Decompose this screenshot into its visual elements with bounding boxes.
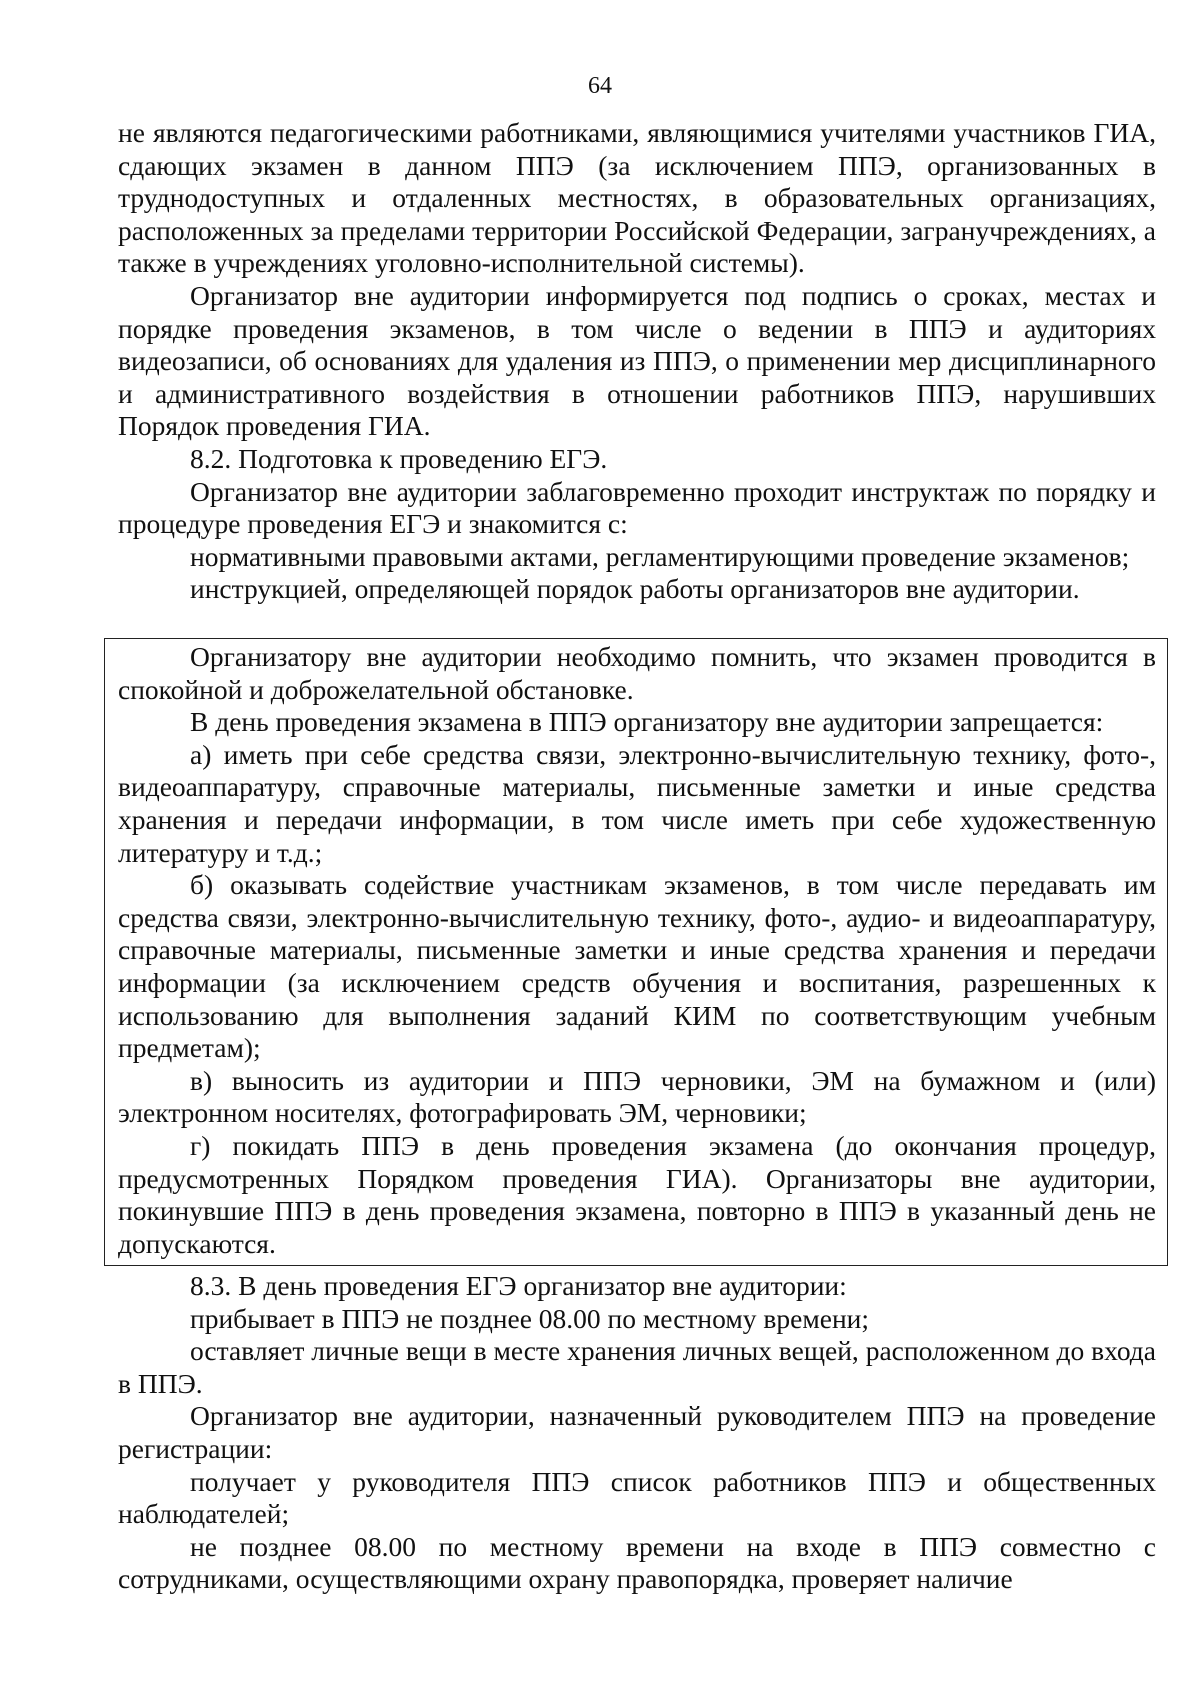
list-item-normative-acts: нормативными правовыми актами, регламентирующими проведение экзаменов; (190, 540, 1130, 572)
section-heading-8-3: 8.3. В день проведения ЕГЭ организатор вне аудитории: (190, 1270, 847, 1301)
notice-item-b: б) оказывать содействие участникам экзаменов, в том числе передавать им средства связи, электронно-вычислительную технику, фото-, аудио- и видеоаппаратуру, справочные материалы, письменные заметки и иные средства хранения и передачи информации (за исключением средств обучения и воспитания, разрешенных к использованию для выполнения заданий КИМ по соответствующим учебным предметам); (118, 869, 1156, 1064)
top-section (118, 117, 1156, 606)
notice-box-content (118, 641, 1156, 1260)
list-item-checks: не позднее 08.00 по местному времени на входе в ППЭ совместно с сотрудниками, осуществляющими охрану правопорядка, проверяет наличие (118, 1530, 1156, 1595)
notice-paragraph-prohibited: В день проведения экзамена в ППЭ организатору вне аудитории запрещается: (190, 706, 1104, 738)
notice-item-a: а) иметь при себе средства связи, электронно-вычислительную технику, фото-, видеоаппаратуру, справочные материалы, письменные заметки и иные средства хранения и передачи информации, в том числе иметь при себе художественную литературу и т.д.; (118, 738, 1156, 868)
list-item-personal-items: оставляет личные вещи в месте хранения личных вещей, расположенном до входа в ППЭ. (118, 1335, 1156, 1399)
notice-item-v: в) выносить из аудитории и ППЭ черновики, ЭМ на бумажном и (или) электронном носителях, фотографировать ЭМ, черновики; (118, 1064, 1156, 1129)
list-item-instructions: инструкцией, определяющей порядок работы организаторов вне аудитории. (190, 573, 1080, 605)
notice-paragraph-calm: Организатору вне аудитории необходимо помнить, что экзамен проводится в спокойной и доброжелательной обстановке. (118, 641, 1156, 705)
paragraph-continuation: не являются педагогическими работниками, являющимися учителями участников ГИА, сдающих экзамен в данном ППЭ (за исключением ППЭ, организованных в труднодоступных и отдаленных местностях, в образовательных организациях, расположенных за пределами территории Российской Федерации, загранучреждениях, а также в учреждениях уголовно-исполнительной системы). (118, 117, 1156, 279)
paragraph-registration-organizer: Организатор вне аудитории, назначенный руководителем ППЭ на проведение регистрации: (118, 1400, 1156, 1464)
list-item-receives-list: получает у руководителя ППЭ список работников ППЭ и общественных наблюдателей; (118, 1465, 1156, 1530)
bottom-section (118, 1270, 1156, 1596)
paragraph-instruction: Организатор вне аудитории заблаговременно проходит инструктаж по порядку и процедуре проведения ЕГЭ и знакомится с: (118, 475, 1156, 540)
section-heading-8-2: 8.2. Подготовка к проведению ЕГЭ. (190, 442, 608, 474)
list-item-arrives: прибывает в ППЭ не позднее 08.00 по местному времени; (190, 1302, 870, 1334)
notice-item-g: г) покидать ППЭ в день проведения экзамена (до окончания процедур, предусмотренных Порядком проведения ГИА). Организаторы вне аудитории, покинувшие ППЭ в день проведения экзамена, повторно в ППЭ в указанный день не допускаются. (118, 1129, 1156, 1259)
page-number: 64 (588, 73, 612, 99)
paragraph-organizer-informed: Организатор вне аудитории информируется под подпись о сроках, местах и порядке проведения экзаменов, в том числе о ведении в ППЭ и аудиториях видеозаписи, об основаниях для удаления из ППЭ, о применении мер дисциплинарного и административного воздействия в отношении работников ППЭ, нарушивших Порядок проведения ГИА. (118, 279, 1156, 442)
